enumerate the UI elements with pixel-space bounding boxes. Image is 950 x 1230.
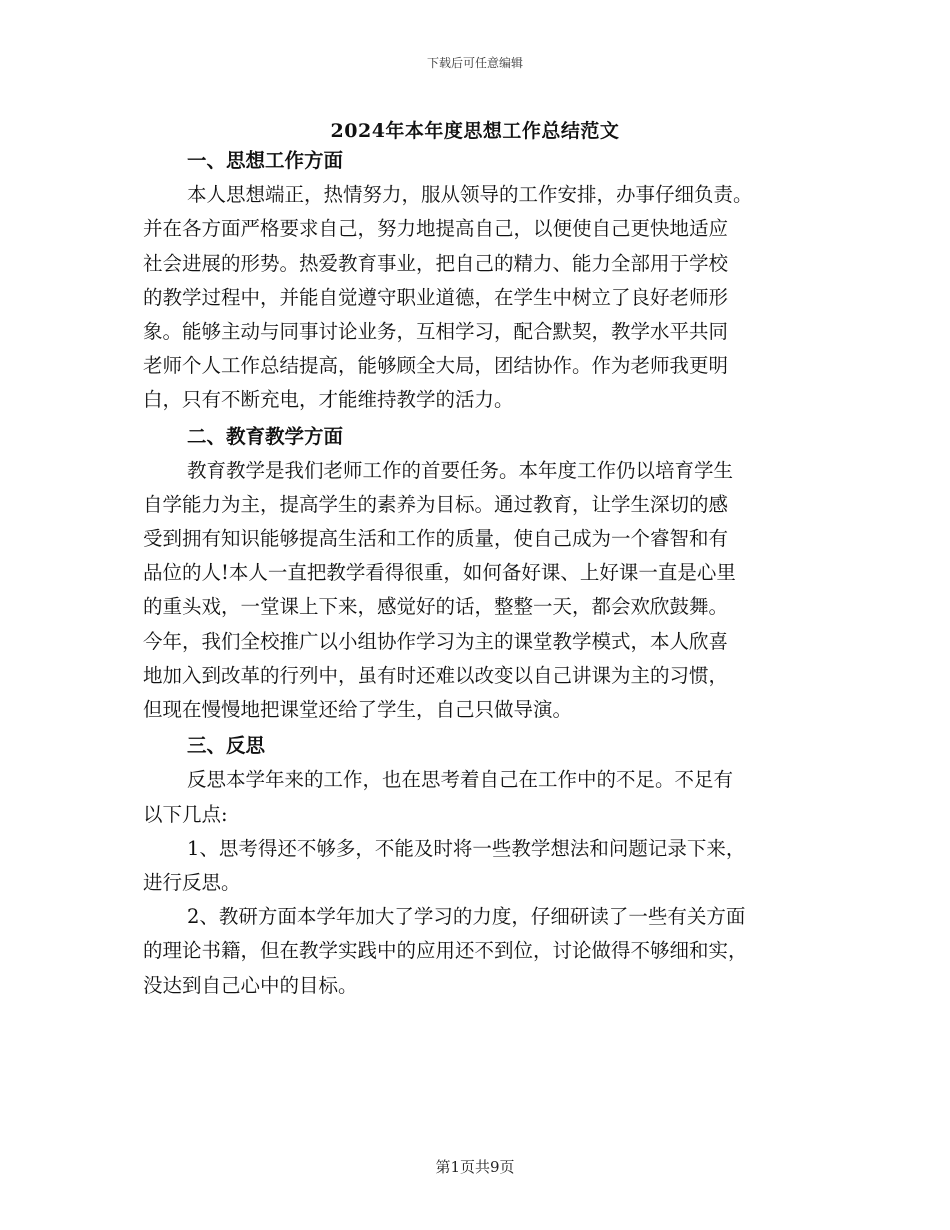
list-item-line: 1、思考得还不够多，不能及时将一些教学想法和问题记录下来，: [187, 836, 746, 860]
paragraph-line: 的教学过程中，并能自觉遵守职业道德，在学生中树立了良好老师形: [143, 285, 729, 309]
section-heading: 一、思想工作方面: [187, 149, 344, 172]
paragraph-line: 本人思想端正，热情努力，服从领导的工作安排，办事仔细负责。: [187, 183, 753, 207]
paragraph-line: 反思本学年来的工作，也在思考着自己在工作中的不足。不足有: [187, 768, 734, 792]
paragraph-line: 受到拥有知识能够提高生活和工作的质量，使自己成为一个睿智和有: [143, 527, 729, 551]
list-item-line: 2、教研方面本学年加大了学习的力度，仔细研读了一些有关方面: [187, 905, 746, 929]
paragraph-line: 今年，我们全校推广以小组协作学习为主的课堂教学模式，本人欣喜: [143, 629, 729, 653]
paragraph-line: 社会进展的形势。热爱教育事业，把自己的精力、能力全部用于学校: [143, 251, 729, 275]
paragraph-line: 品位的人!本人一直把教学看得很重，如何备好课、上好课一直是心里: [143, 561, 736, 585]
page-header-note: 下载后可任意编辑: [426, 56, 523, 70]
paragraph-line: 教育教学是我们老师工作的首要任务。本年度工作仍以培育学生: [187, 458, 734, 482]
paragraph-line: 以下几点:: [143, 802, 228, 826]
paragraph-line: 老师个人工作总结提高，能够顾全大局，团结协作。作为老师我更明: [143, 354, 729, 378]
paragraph-line: 并在各方面严格要求自己，努力地提高自己，以便使自己更快地适应: [143, 217, 729, 241]
section-heading: 二、教育教学方面: [187, 424, 344, 448]
paragraph-line: 但现在慢慢地把课堂还给了学生，自己只做导演。: [143, 698, 573, 721]
paragraph-line: 白，只有不断充电，才能维持教学的活力。: [143, 388, 514, 412]
paragraph-line: 象。能够主动与同事讨论业务，互相学习，配合默契，教学水平共同: [143, 319, 729, 343]
document-body: [143, 144, 823, 1003]
paragraph-line: 自学能力为主，提高学生的素养为目标。通过教育，让学生深切的感: [143, 492, 729, 516]
list-item-line: 没达到自己心中的目标。: [143, 973, 358, 997]
list-item-line: 进行反思。: [143, 870, 241, 894]
paragraph-line: 的重头戏，一堂课上下来，感觉好的话，整整一天，都会欢欣鼓舞。: [143, 595, 729, 619]
document-title: 2024年本年度思想工作总结范文: [330, 120, 620, 142]
paragraph-line: 地加入到改革的行列中，虽有时还难以改变以自己讲课为主的习惯，: [143, 663, 729, 687]
section-heading: 三、反思: [187, 734, 266, 758]
page-indicator: 第1页共9页: [435, 1158, 515, 1176]
list-item-line: 的理论书籍，但在教学实践中的应用还不到位，讨论做得不够细和实，: [143, 939, 748, 963]
